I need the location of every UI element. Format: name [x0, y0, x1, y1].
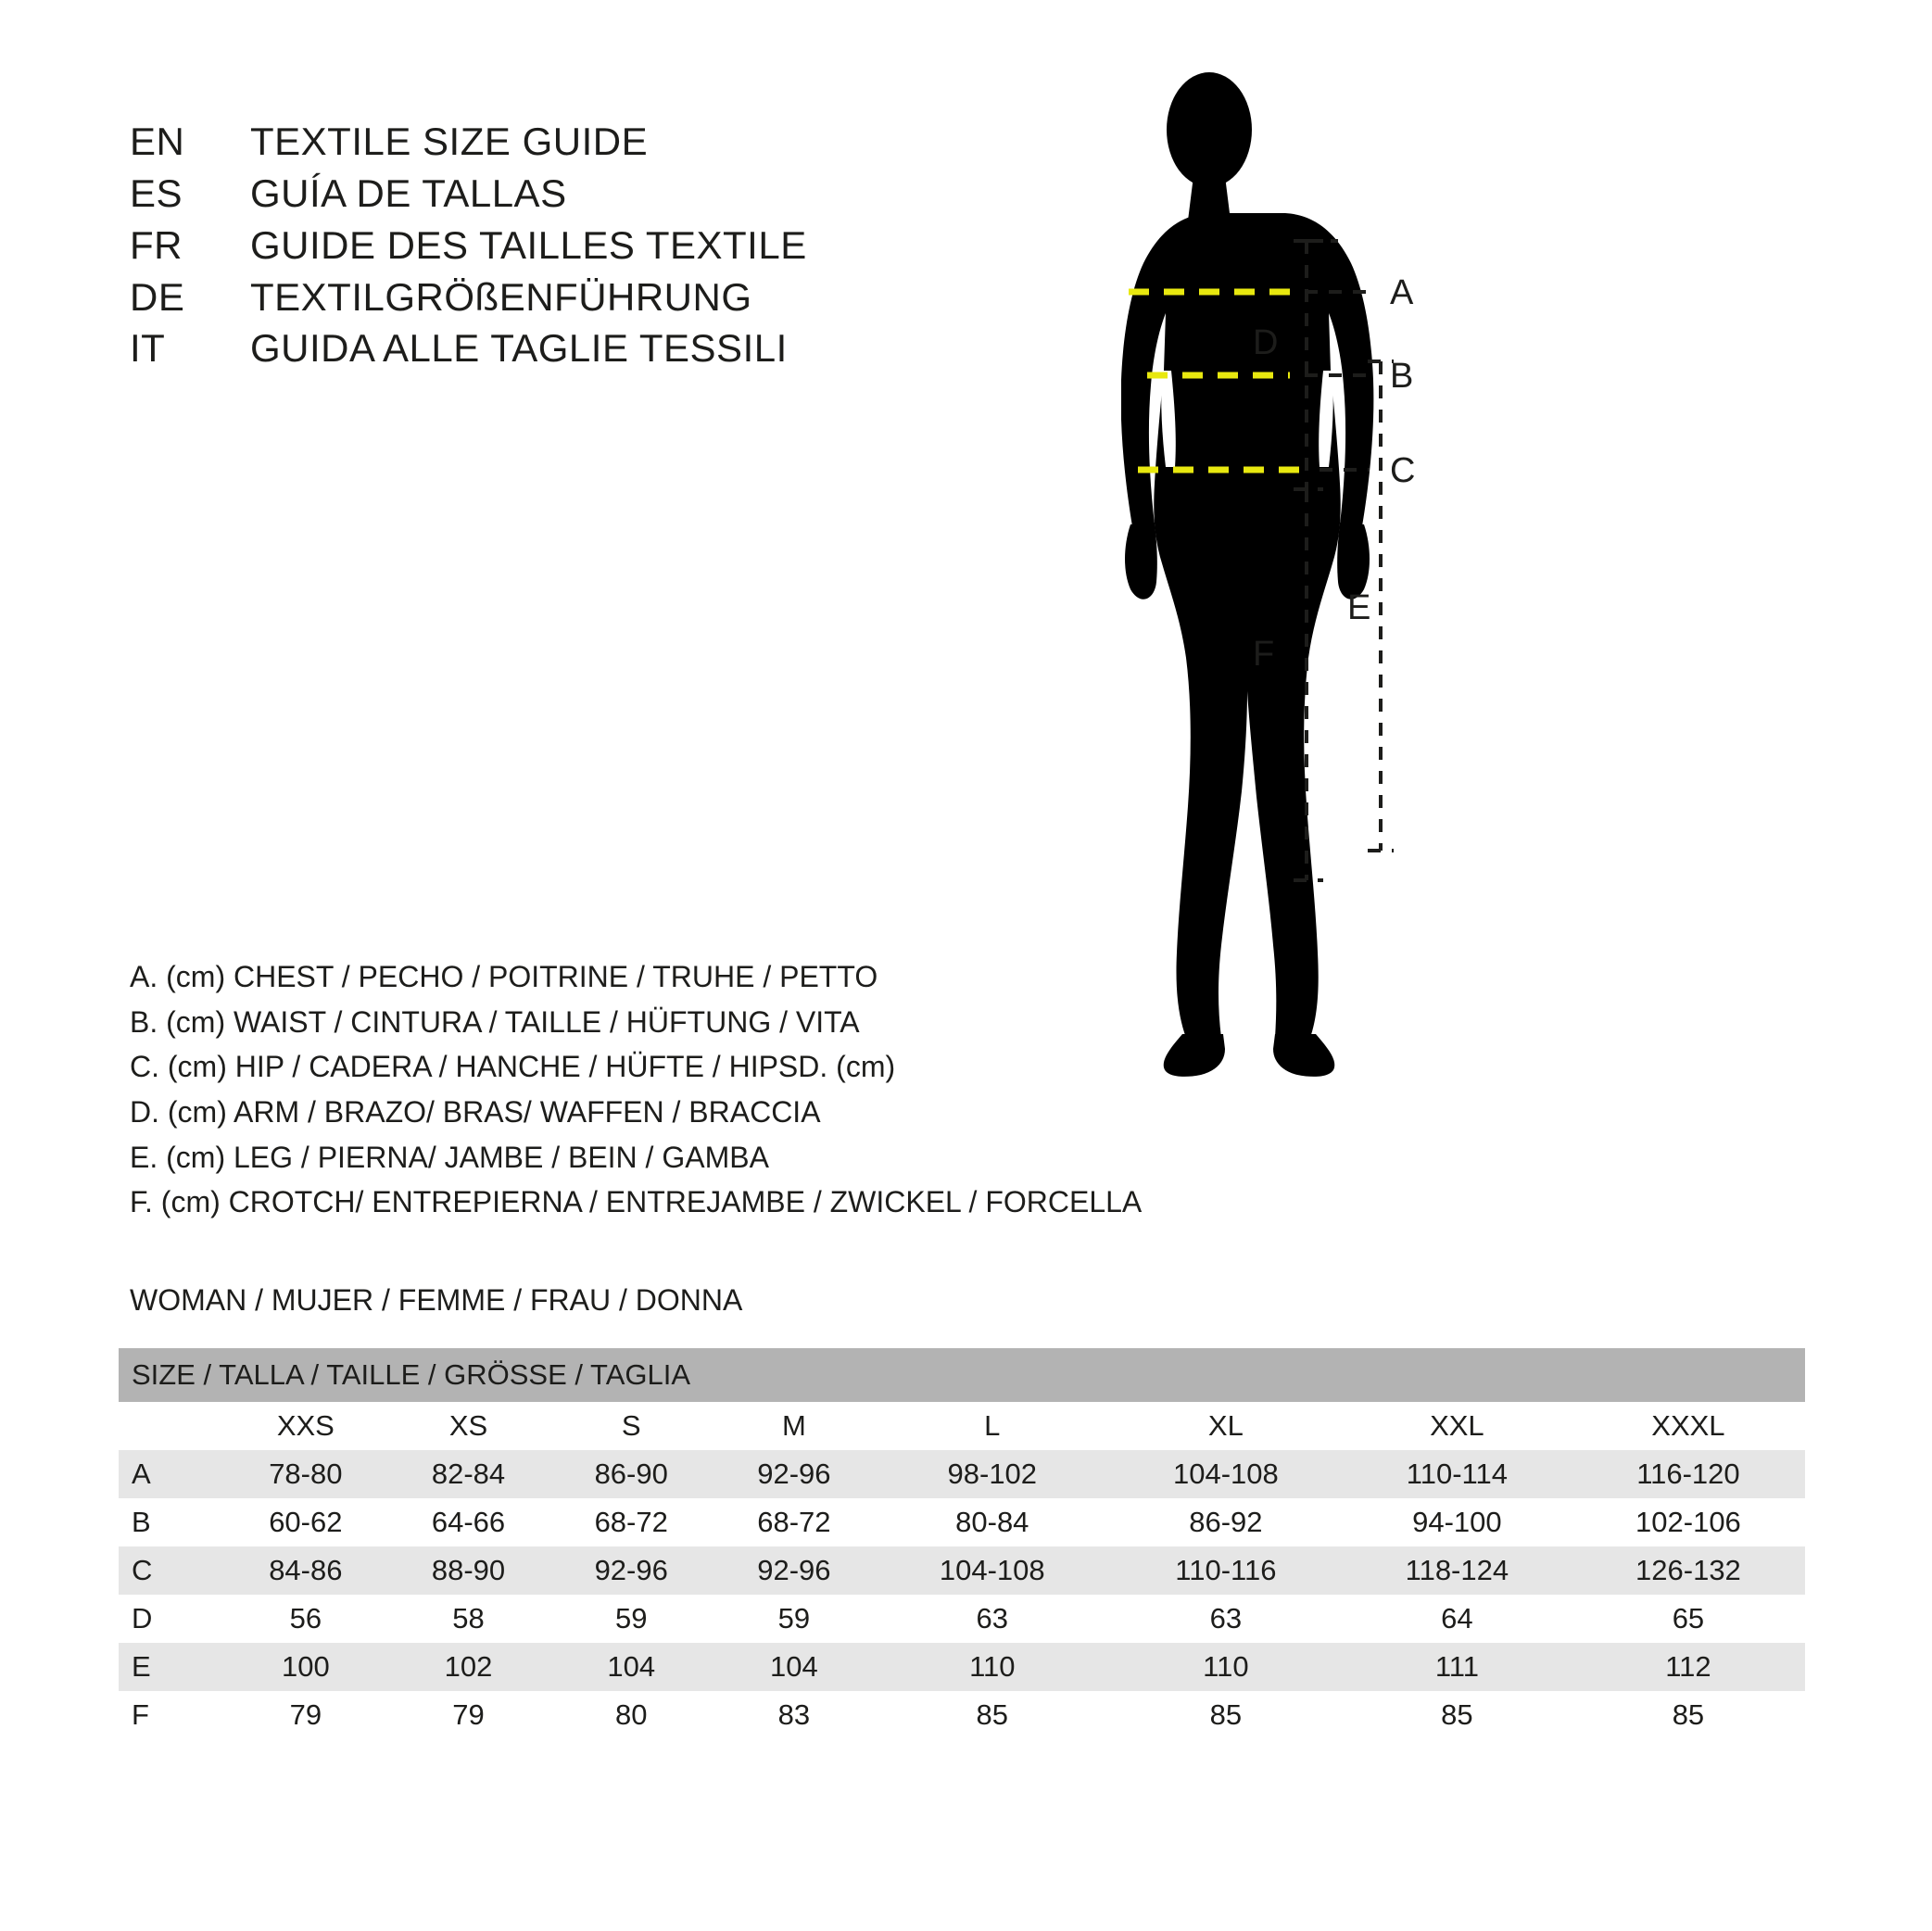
table-cell: 63 — [1209, 1602, 1243, 1634]
female-silhouette — [1121, 72, 1373, 1077]
row-label: F — [132, 1698, 149, 1731]
row-label: E — [132, 1650, 151, 1683]
table-cell: 110 — [969, 1650, 1016, 1683]
table-cell: 79 — [452, 1698, 485, 1731]
table-cell: 88-90 — [431, 1554, 506, 1586]
title-row — [130, 168, 964, 220]
table-cell: 92-96 — [594, 1554, 668, 1586]
table-cell: 68-72 — [757, 1506, 831, 1538]
dimension-label-e: E — [1347, 588, 1371, 627]
legend-item-a: A. (cm) CHEST / PECHO / POITRINE / TRUHE / PETTO — [130, 960, 878, 993]
table-cell: 100 — [281, 1650, 330, 1683]
measurement-legend — [130, 954, 1288, 1225]
row-label: C — [132, 1554, 153, 1586]
table-row — [119, 1450, 1805, 1498]
table-cell: 59 — [777, 1602, 811, 1634]
dimension-label-f: F — [1253, 635, 1275, 674]
table-cell: 82-84 — [431, 1458, 506, 1490]
table-cell: 80-84 — [955, 1506, 1029, 1538]
size-column-header: S — [621, 1409, 641, 1442]
table-cell: 104-108 — [939, 1554, 1045, 1586]
table-cell: 59 — [614, 1602, 648, 1634]
table-cell: 102 — [444, 1650, 493, 1683]
size-column-header: XL — [1207, 1409, 1244, 1442]
table-cell: 85 — [1441, 1698, 1473, 1731]
table-cell: 126-132 — [1635, 1554, 1741, 1586]
table-cell: 58 — [452, 1602, 485, 1634]
legend-item-d: D. (cm) ARM / BRAZO/ BRAS/ WAFFEN / BRACCIA — [130, 1094, 821, 1129]
size-column-header: XXXL — [1651, 1409, 1725, 1442]
legend-item-c: C. (cm) HIP / CADERA / HANCHE / HÜFTE / HIPSD. (cm) — [130, 1050, 896, 1084]
table-cell: 86-90 — [594, 1458, 668, 1490]
title-label: TEXTILE SIZE GUIDE — [250, 120, 649, 163]
dimension-label-d: D — [1253, 323, 1279, 362]
table-cell: 64 — [1441, 1602, 1473, 1634]
corner-cell — [119, 1402, 224, 1450]
table-row — [119, 1691, 1805, 1739]
title-label: TEXTILGRÖßENFÜHRUNG — [250, 274, 752, 319]
size-column-header: M — [781, 1409, 806, 1442]
table-cell: 118-124 — [1405, 1554, 1509, 1586]
table-cell: 110-116 — [1175, 1554, 1277, 1586]
table-cell: 56 — [289, 1602, 322, 1634]
title-label: GUIDA ALLE TAGLIE TESSILI — [250, 326, 788, 371]
table-cell: 60-62 — [269, 1506, 343, 1538]
table-cell: 85 — [1209, 1698, 1243, 1731]
size-column-header: XS — [448, 1409, 488, 1442]
table-cell: 112 — [1665, 1650, 1711, 1683]
table-cell: 65 — [1672, 1602, 1705, 1634]
marker-label-c: C — [1390, 451, 1416, 490]
table-cell: 104 — [770, 1650, 818, 1683]
title-lang-code: IT — [130, 326, 166, 371]
table-column-header-row — [119, 1402, 1805, 1450]
size-column-header: XXS — [276, 1409, 335, 1442]
legend-item-f: F. (cm) CROTCH/ ENTREPIERNA / ENTREJAMBE / ZWICKEL / FORCELLA — [130, 1185, 1143, 1219]
title-lang-code: DE — [130, 274, 185, 319]
title-block — [130, 116, 964, 374]
table-cell: 84-86 — [269, 1554, 343, 1586]
table-cell: 92-96 — [757, 1458, 831, 1490]
table-row — [119, 1643, 1805, 1691]
title-row — [130, 271, 964, 323]
table-cell: 92-96 — [757, 1554, 831, 1586]
body-measurement-diagram — [1121, 65, 1853, 1205]
title-label: GUÍA DE TALLAS — [250, 170, 567, 215]
table-header-row — [119, 1348, 1805, 1402]
table-row — [119, 1546, 1805, 1595]
size-column-header: L — [984, 1409, 1001, 1442]
title-label: GUIDE DES TAILLES TEXTILE — [250, 222, 807, 267]
table-caption: WOMAN / MUJER / FEMME / FRAU / DONNA — [130, 1283, 743, 1317]
table-cell: 94-100 — [1412, 1506, 1502, 1538]
title-lang-code: FR — [130, 222, 183, 267]
title-lang-code: EN — [130, 120, 185, 163]
legend-item-b: B. (cm) WAIST / CINTURA / TAILLE / HÜFTUNG / VITA — [130, 1004, 860, 1039]
title-row — [130, 220, 964, 271]
table-cell: 79 — [289, 1698, 322, 1731]
table-cell: 104-108 — [1172, 1458, 1279, 1490]
marker-label-a: A — [1390, 273, 1414, 312]
row-label: B — [132, 1506, 151, 1538]
table-cell: 110-114 — [1406, 1458, 1508, 1490]
table-cell: 64-66 — [431, 1506, 506, 1538]
row-label: A — [132, 1458, 151, 1490]
table-cell: 85 — [976, 1698, 1009, 1731]
table-cell: 85 — [1672, 1698, 1705, 1731]
title-lang-code: ES — [130, 170, 183, 215]
row-label: D — [132, 1602, 153, 1634]
table-cell: 80 — [614, 1698, 648, 1731]
table-cell: 110 — [1203, 1650, 1249, 1683]
table-cell: 116-120 — [1636, 1458, 1740, 1490]
marker-label-b: B — [1390, 357, 1414, 396]
table-cell: 111 — [1434, 1650, 1479, 1683]
table-cell: 104 — [607, 1650, 656, 1683]
table-cell: 63 — [976, 1602, 1009, 1634]
table-row — [119, 1595, 1805, 1643]
table-cell: 83 — [777, 1698, 811, 1731]
size-table — [119, 1348, 1805, 1739]
table-cell: 98-102 — [947, 1458, 1038, 1490]
table-row — [119, 1498, 1805, 1546]
legend-item-e: E. (cm) LEG / PIERNA/ JAMBE / BEIN / GAMBA — [130, 1140, 769, 1174]
table-cell: 86-92 — [1189, 1506, 1263, 1538]
table-cell: 78-80 — [269, 1458, 343, 1490]
table-cell: 102-106 — [1635, 1506, 1741, 1538]
title-row — [130, 116, 964, 168]
size-column-header: XXL — [1430, 1409, 1484, 1442]
title-row — [130, 322, 964, 374]
size-table-title: SIZE / TALLA / TAILLE / GRÖSSE / TAGLIA — [119, 1348, 1805, 1402]
table-cell: 68-72 — [594, 1506, 668, 1538]
